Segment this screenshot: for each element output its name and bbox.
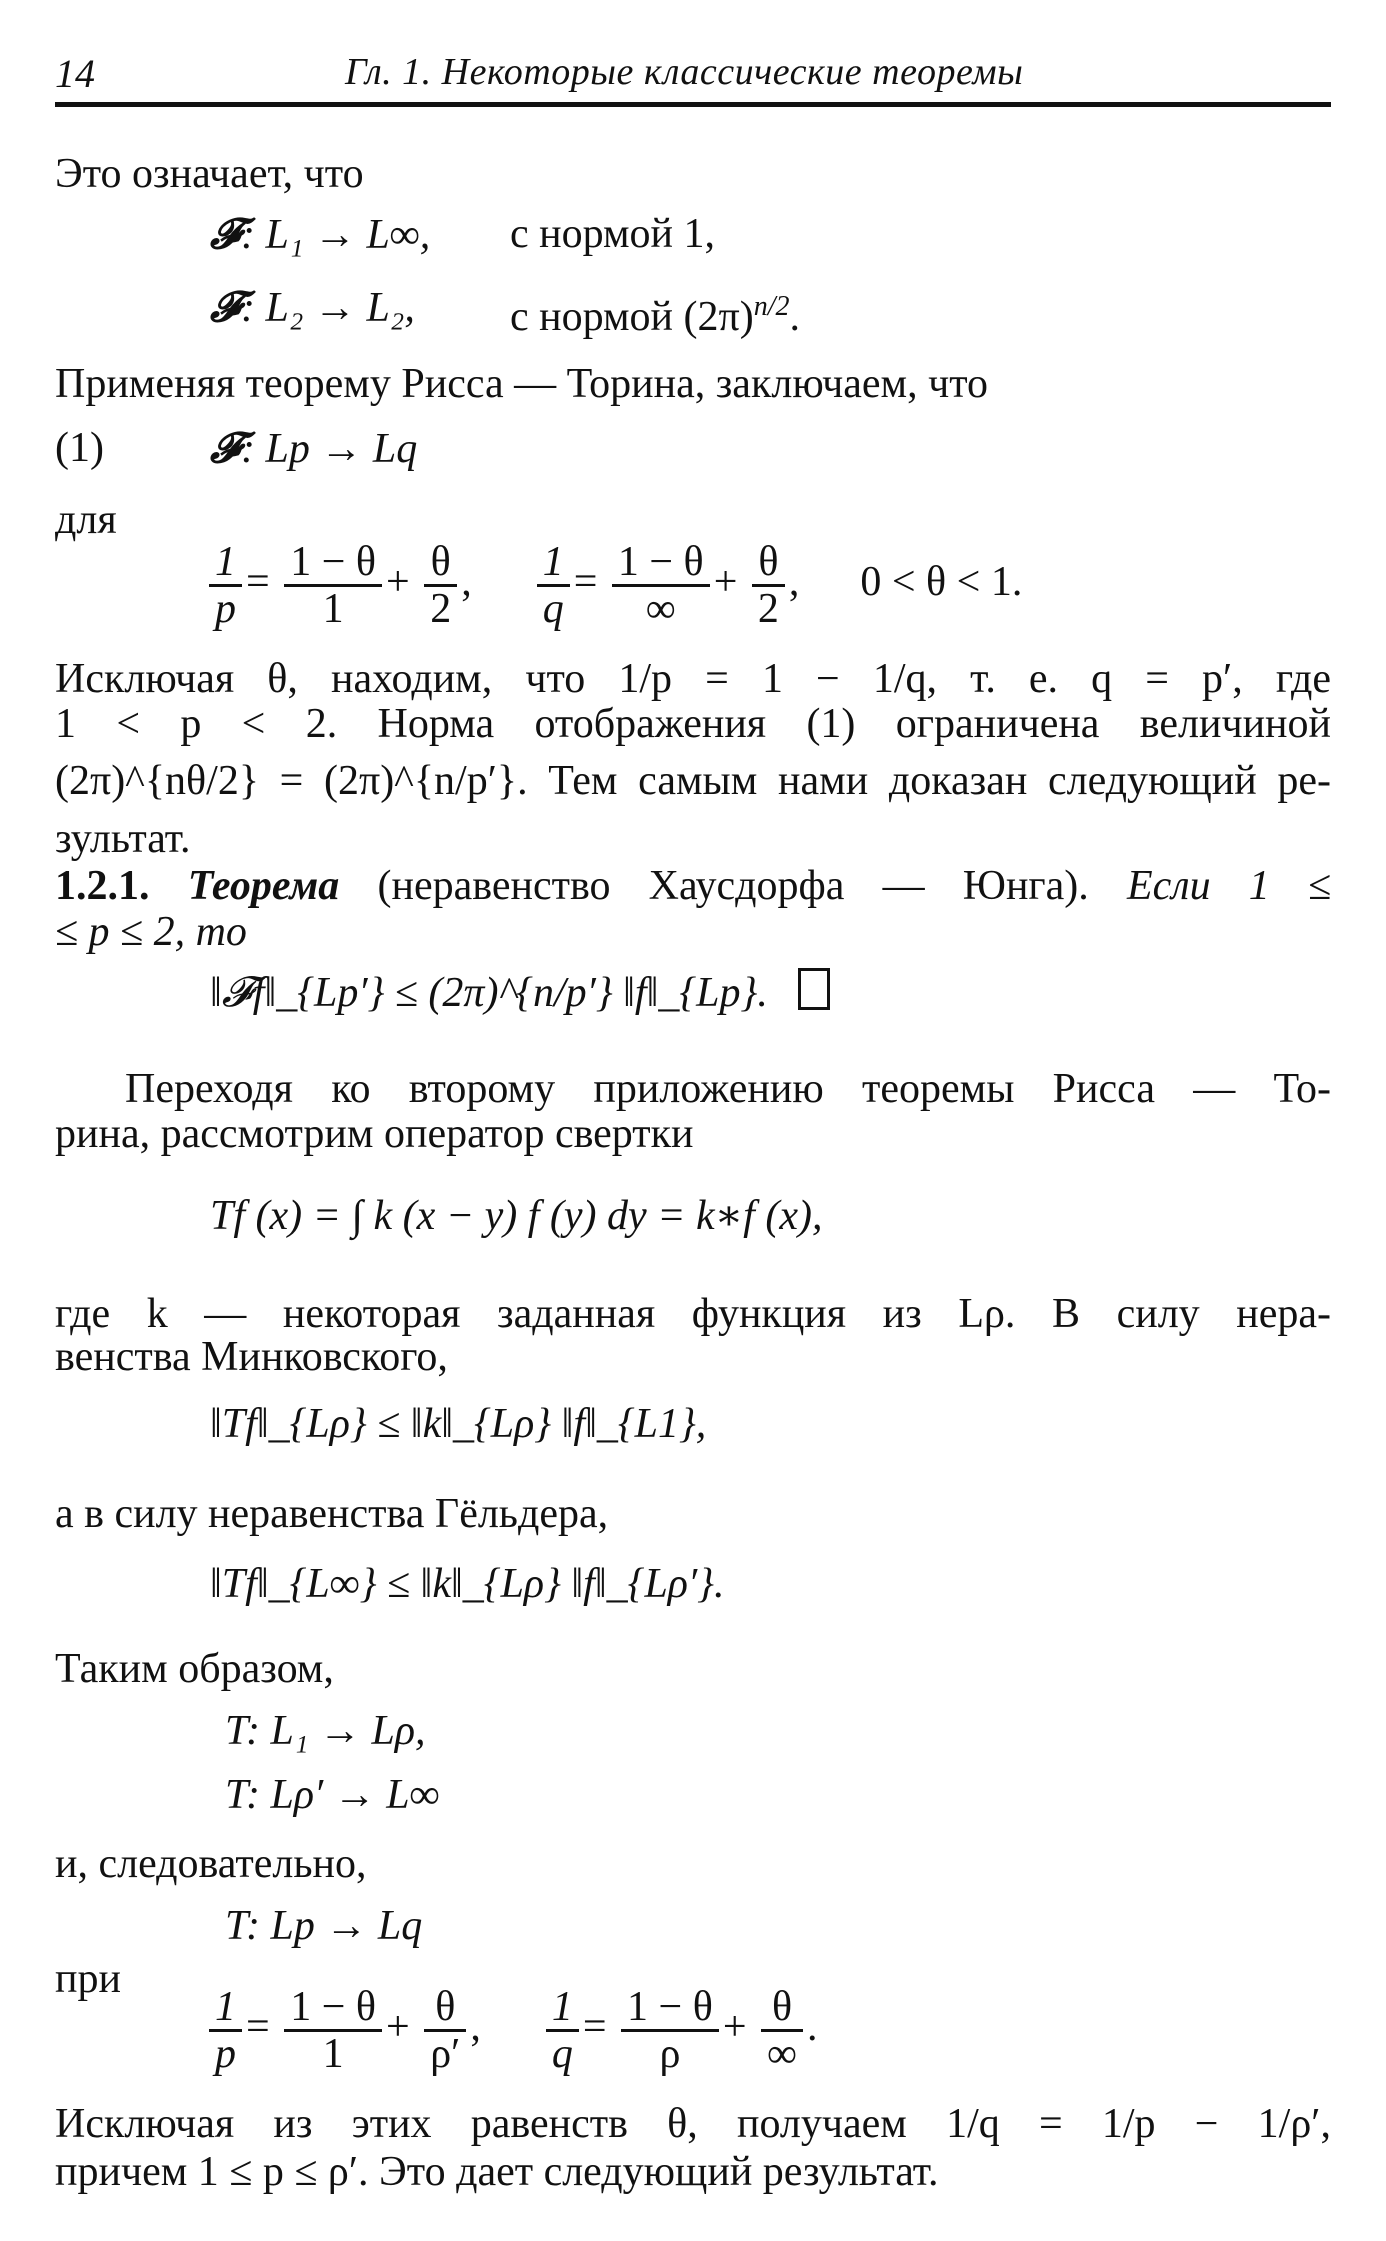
theorem-word: Теорема [187, 863, 340, 909]
denominator: q [551, 2031, 573, 2077]
denominator: 1 [322, 2031, 344, 2077]
norm-text: с нормой (2π) [510, 294, 754, 340]
numerator: 1 − θ [284, 1985, 382, 2032]
text-line: и, следовательно, [55, 1841, 367, 1887]
formula-text: : L₁ → L∞, [241, 212, 431, 258]
fraction [621, 1985, 719, 2076]
fraction [424, 1985, 466, 2076]
theorem-number: 1.2.1. [55, 863, 150, 909]
text-line: для [55, 497, 117, 543]
convolution-formula: Tf (x) = ∫ k (x − y) f (y) dy = k∗f (x), [210, 1193, 823, 1239]
text-line: причем 1 ≤ p ≤ ρ′. Это дает следующий результат. [55, 2149, 939, 2195]
numerator: 1 − θ [284, 540, 382, 587]
text-line: Исключая из этих равенств θ, получаем 1/q = 1/p − 1/ρ′, [55, 2101, 1331, 2147]
fourier-symbol: 𝓕 [210, 282, 241, 331]
formula-norm [510, 283, 800, 341]
fraction [752, 540, 785, 631]
text-line: Это означает, что [55, 151, 364, 197]
numerator: θ [424, 1985, 466, 2032]
header-rule [55, 102, 1331, 107]
formula-text: : Lp → Lq [241, 426, 418, 472]
operator: = [246, 2004, 270, 2051]
denominator: 2 [430, 586, 452, 632]
numerator: 1 [209, 1985, 242, 2032]
equation-1 [55, 423, 418, 472]
formula-fractions-1 [205, 540, 1022, 631]
holder-inequality: ‖Tf‖_{L∞} ≤ ‖k‖_{Lρ} ‖f‖_{Lρ′}. [210, 1561, 725, 1607]
operator: = [573, 559, 598, 606]
fraction [284, 1985, 382, 2076]
theorem-formula [210, 968, 830, 1017]
fraction [537, 540, 570, 631]
text-line: Применяя теорему Рисса — Торина, заключаем, что [55, 361, 989, 407]
punct: , [470, 2004, 481, 2051]
fraction [546, 1985, 579, 2076]
operator-map: T: Lρ′ → L∞ [225, 1772, 440, 1818]
operator: + [722, 2004, 747, 2051]
denominator: p [215, 586, 236, 632]
numerator: 1 [537, 540, 570, 587]
numerator: 1 [209, 540, 242, 587]
equation-label: (1) [55, 425, 104, 471]
denominator: p [215, 2031, 236, 2077]
denominator: ∞ [767, 2031, 797, 2077]
operator: + [386, 559, 410, 606]
denominator: ρ′ [430, 2031, 461, 2077]
denominator: ∞ [645, 586, 676, 632]
numerator: θ [752, 540, 785, 587]
formula-fractions-2 [205, 1985, 817, 2076]
text-line: а в силу неравенства Гёльдера, [55, 1491, 609, 1537]
text-line: венства Минковского, [55, 1334, 448, 1380]
operator: = [246, 559, 270, 606]
fraction [761, 1985, 803, 2076]
qed-box-icon [798, 968, 830, 1010]
punct: . [789, 294, 800, 340]
numerator: 1 − θ [621, 1985, 719, 2032]
numerator: 1 [546, 1985, 579, 2032]
text-line: (2π)^{nθ/2} = (2π)^{n/p′}. Тем самым нами доказан следующий ре- [55, 758, 1331, 804]
text-line: при [55, 1956, 121, 2002]
theorem-name: (неравенство Хаусдорфа — Юнга). [377, 863, 1089, 909]
formula-text: : L₂ → L₂, [241, 285, 415, 331]
operator: = [582, 2004, 607, 2051]
page-header [55, 40, 1331, 100]
minkowski-inequality: ‖Tf‖_{Lρ} ≤ ‖k‖_{Lρ} ‖f‖_{L1}, [210, 1401, 707, 1447]
operator-map: T: Lp → Lq [225, 1903, 423, 1949]
text-line: зультат. [55, 816, 191, 862]
fourier-symbol: 𝓕 [210, 209, 241, 258]
theorem-condition: Если 1 ≤ [1126, 863, 1332, 909]
text-line: рина, рассмотрим оператор свертки [55, 1111, 694, 1157]
norm-exponent: n/2 [753, 291, 790, 322]
theorem-condition-cont: ≤ p ≤ 2, то [55, 909, 247, 955]
equation-body [210, 424, 417, 473]
formula-map1 [210, 209, 716, 259]
numerator: 1 − θ [612, 540, 710, 587]
fraction [424, 540, 457, 631]
denominator: ρ [659, 2031, 681, 2077]
numerator: θ [424, 540, 457, 587]
range-condition: 0 < θ < 1. [860, 559, 1023, 606]
operator-map: T: L₁ → Lρ, [225, 1708, 426, 1754]
theorem-heading [55, 862, 1331, 910]
text-line: Таким образом, [55, 1646, 334, 1692]
denominator: q [542, 586, 564, 632]
denominator: 1 [322, 586, 344, 632]
fraction [209, 1985, 242, 2076]
denominator: 2 [757, 586, 779, 632]
fourier-symbol: 𝓕 [210, 423, 241, 472]
text-line: 1 < p < 2. Норма отображения (1) ограничена величиной [55, 701, 1331, 747]
fraction [284, 540, 382, 631]
text-line: где k — некоторая заданная функция из Lρ. В силу нера- [55, 1291, 1331, 1337]
operator: + [386, 2004, 410, 2051]
running-title: Гл. 1. Некоторые классические теоремы [345, 51, 1024, 93]
text-line: Переходя ко второму приложению теоремы Рисса — То- [125, 1066, 1331, 1112]
formula-text: ‖𝓕f‖_{Lp′} ≤ (2π)^{n/p′} ‖f‖_{Lp}. [210, 970, 768, 1016]
punct: , [788, 559, 800, 606]
punct: . [806, 2004, 818, 2051]
punct: , [461, 559, 472, 606]
text-line: Исключая θ, находим, что 1/p = 1 − 1/q, т. е. q = p′, где [55, 656, 1331, 702]
numerator: θ [761, 1985, 803, 2032]
formula-norm: с нормой 1, [510, 211, 716, 257]
page-number: 14 [55, 51, 95, 96]
fraction [209, 540, 242, 631]
operator: + [713, 559, 738, 606]
fraction [612, 540, 710, 631]
